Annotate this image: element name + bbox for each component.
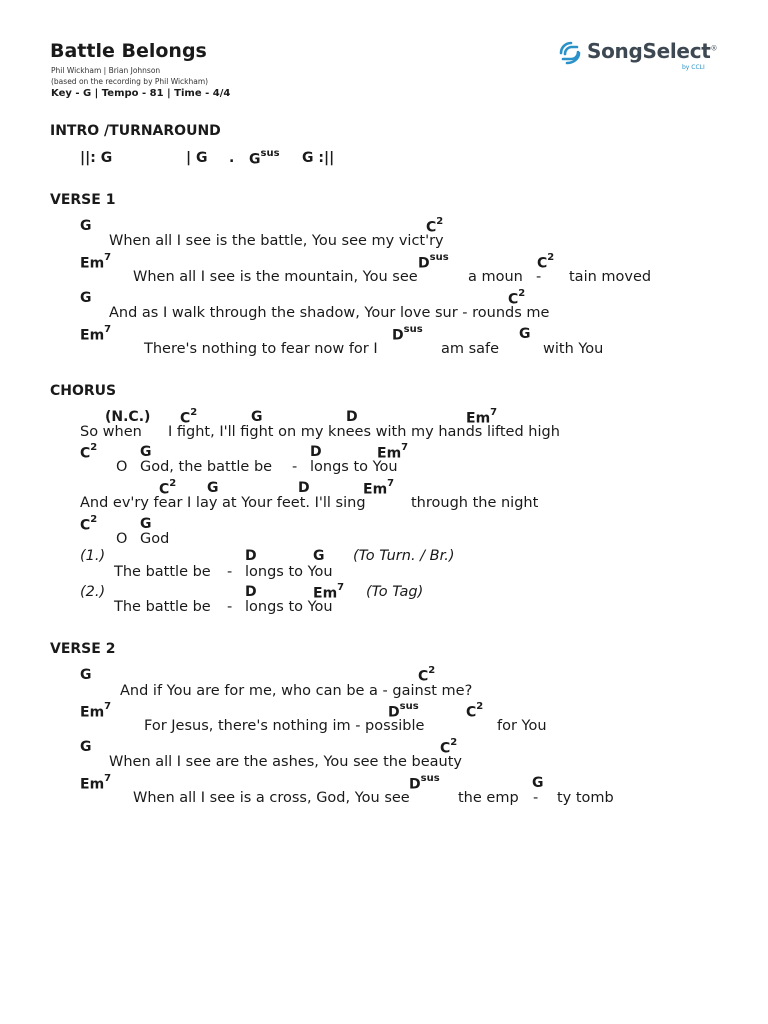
lyric-fragment: tain moved [569,269,652,285]
navigation-note: (To Turn. / Br.) [353,548,455,564]
chord: G [519,326,531,342]
logo-registered: ® [710,44,718,53]
lyric-fragment: The battle be [114,564,211,580]
chord: $C^2$ [159,478,177,498]
lyric-fragment: O [116,531,128,547]
chord: (N.C.) [105,409,151,425]
songselect-logo [557,38,717,74]
chord: G [80,739,92,755]
chord: $C^2$ [80,442,98,462]
chord: Em$^7$ [80,701,112,721]
chord: D [298,480,310,496]
chord: $C^2$ [466,701,484,721]
chord: G [80,218,92,234]
intro-chord: $G^{sus}$ [249,148,280,168]
chord: $D^{sus}$ [418,252,449,272]
chord: G [207,480,219,496]
song-source: (based on the recording by Phil Wickham) [51,77,209,86]
ending-marker: (1.) [80,548,106,564]
intro-chord: | G [186,150,208,166]
lyric-fragment: through the night [411,495,539,511]
intro-dot: . [229,150,235,166]
chord: G [532,775,544,791]
chord: $C^2$ [508,288,526,308]
songselect-logo-icon [557,40,583,66]
lyric-line: When all I see is a cross, God, You see [133,790,410,806]
section-chorus-title: CHORUS [50,383,117,399]
chord: Em$^7$ [80,324,112,344]
lyric-hyphen: - [533,790,539,806]
chord: D [310,444,322,460]
lyric-fragment: God [140,531,170,547]
chord: $D^{sus}$ [392,324,423,344]
chord: G [313,548,325,564]
lyric-line: When all I see are the ashes, You see the beauty [109,754,462,770]
lyric-hyphen: - [292,459,298,475]
lyric-fragment: longs to You [245,599,333,615]
lyric-hyphen: - [227,564,233,580]
lyric-fragment: the emp [458,790,519,806]
lyric-fragment: longs to You [245,564,333,580]
lyric-line: There's nothing to fear now for I [144,341,378,357]
key-tempo-time: Key - G | Tempo - 81 | Time - 4/4 [51,88,231,99]
chord: $C^2$ [80,514,98,534]
chord: Em$^7$ [80,773,112,793]
logo-by-ccli: by CCLI [682,64,705,71]
lyric-line: God, the battle be [140,459,273,475]
intro-chord: G :|| [302,150,335,166]
chord: Em$^7$ [80,252,112,272]
chord: G [140,516,152,532]
lyric-fragment: So when [80,424,142,440]
lyric-line: For Jesus, there's nothing im - possible [144,718,425,734]
chord: D [346,409,358,425]
chord: $D^{sus}$ [388,701,419,721]
chord: G [251,409,263,425]
chord: $C^2$ [426,216,444,236]
chord: $C^2$ [440,737,458,757]
chord: D [245,584,257,600]
ending-marker: (2.) [80,584,106,600]
chord: Em$^7$ [377,442,409,462]
lyric-hyphen: - [536,269,542,285]
lyric-line: When all I see is the battle, You see my vict'ry [109,233,444,249]
chord: Em$^7$ [313,582,345,602]
chord: G [80,290,92,306]
chord: Em$^7$ [466,407,498,427]
lyric-fragment: longs to You [310,459,398,475]
chord: $C^2$ [180,407,198,427]
intro-chord: ||: G [80,150,113,166]
section-verse2-title: VERSE 2 [50,641,116,657]
lyric-fragment: The battle be [114,599,211,615]
chord: $C^2$ [537,252,555,272]
section-verse1-title: VERSE 1 [50,192,116,208]
lyric-hyphen: - [227,599,233,615]
section-intro-title: INTRO /TURNAROUND [50,123,221,139]
lyric-fragment: am safe [441,341,500,357]
lyric-fragment: ty tomb [557,790,614,806]
chord: G [80,667,92,683]
lyric-fragment: with You [543,341,604,357]
lyric-fragment: O [116,459,128,475]
lyric-line: And as I walk through the shadow, Your love sur - rounds me [109,305,550,321]
chord: $C^2$ [418,665,436,685]
lyric-line: When all I see is the mountain, You see [133,269,418,285]
lyric-fragment: a moun [468,269,523,285]
chord: $D^{sus}$ [409,773,440,793]
lyric-line: And ev'ry fear I lay at Your feet. I'll sing [80,495,366,511]
chord: G [140,444,152,460]
lyric-fragment: for You [497,718,547,734]
chord: D [245,548,257,564]
lyric-line: And if You are for me, who can be a - gainst me? [120,683,473,699]
navigation-note: (To Tag) [366,584,424,600]
logo-name: SongSelect [587,39,711,63]
song-authors: Phil Wickham | Brian Johnson [51,66,161,75]
chord: Em$^7$ [363,478,395,498]
song-title: Battle Belongs [50,40,207,62]
lyric-line: I fight, I'll fight on my knees with my hands lifted high [168,424,560,440]
